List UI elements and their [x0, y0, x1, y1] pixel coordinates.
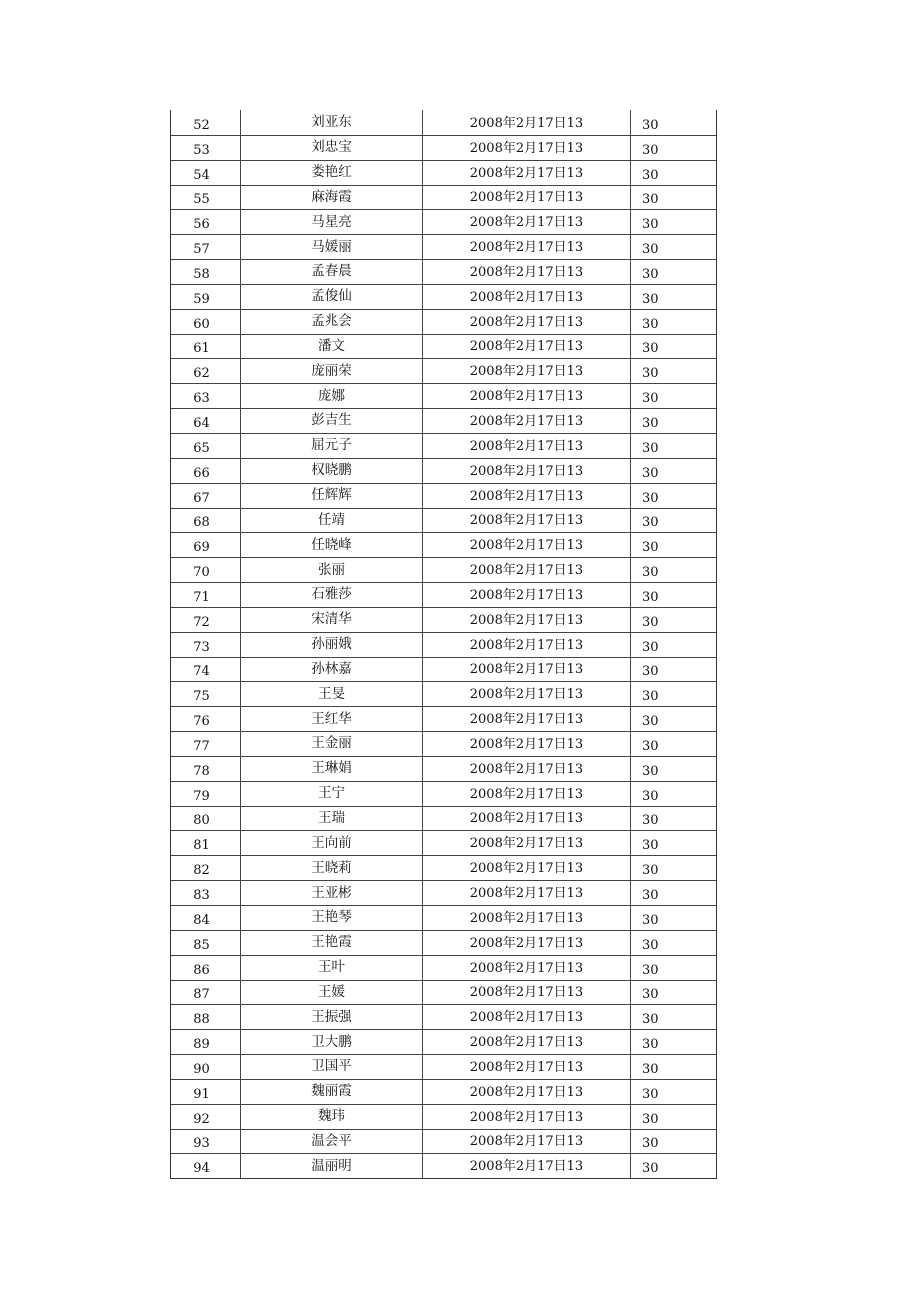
value-cell: 30	[642, 1037, 659, 1053]
table-row	[171, 383, 716, 408]
value-cell: 30	[642, 714, 659, 730]
person-name: 庞丽荣	[241, 359, 423, 383]
person-name: 王宁	[241, 782, 423, 806]
table-row	[171, 185, 716, 210]
person-name: 卫大鹏	[241, 1030, 423, 1054]
date-cell: 2008年2月17日13	[423, 533, 631, 557]
table-row	[171, 880, 716, 905]
date-cell: 2008年2月17日13	[423, 434, 631, 458]
row-number: 79	[171, 782, 241, 806]
table-row	[171, 855, 716, 880]
row-number: 60	[171, 310, 241, 334]
date-cell: 2008年2月17日13	[423, 484, 631, 508]
table-row	[171, 259, 716, 284]
person-name: 孟俊仙	[241, 285, 423, 309]
row-number: 75	[171, 682, 241, 706]
person-name: 王艳琴	[241, 906, 423, 930]
person-name: 卫国平	[241, 1055, 423, 1079]
row-number: 52	[171, 110, 241, 135]
value-cell: 30	[642, 515, 659, 531]
table-row	[171, 483, 716, 508]
person-name: 任晓峰	[241, 533, 423, 557]
value-cell: 30	[642, 465, 659, 481]
value-cell: 30	[642, 167, 659, 183]
table-row	[171, 1129, 716, 1154]
date-cell: 2008年2月17日13	[423, 658, 631, 682]
date-cell: 2008年2月17日13	[423, 110, 631, 135]
date-cell: 2008年2月17日13	[423, 1080, 631, 1104]
table-row	[171, 557, 716, 582]
date-cell: 2008年2月17日13	[423, 260, 631, 284]
date-cell: 2008年2月17日13	[423, 1055, 631, 1079]
date-cell: 2008年2月17日13	[423, 459, 631, 483]
person-name: 娄艳红	[241, 161, 423, 185]
date-cell: 2008年2月17日13	[423, 707, 631, 731]
value-cell: 30	[642, 217, 659, 233]
row-number: 93	[171, 1130, 241, 1154]
date-cell: 2008年2月17日13	[423, 285, 631, 309]
row-number: 82	[171, 856, 241, 880]
table-row	[171, 309, 716, 334]
value-cell: 30	[642, 1012, 659, 1028]
person-name: 张丽	[241, 558, 423, 582]
person-name: 王红华	[241, 707, 423, 731]
row-number: 85	[171, 931, 241, 955]
row-number: 61	[171, 335, 241, 359]
person-name: 刘忠宝	[241, 136, 423, 160]
row-number: 86	[171, 956, 241, 980]
person-name: 任靖	[241, 509, 423, 533]
person-name: 王向前	[241, 831, 423, 855]
person-name: 王瑞	[241, 807, 423, 831]
value-cell: 30	[642, 838, 659, 854]
date-cell: 2008年2月17日13	[423, 1154, 631, 1178]
row-number: 76	[171, 707, 241, 731]
person-name: 宋清华	[241, 608, 423, 632]
value-cell: 30	[642, 738, 659, 754]
value-cell: 30	[642, 912, 659, 928]
value-cell: 30	[642, 664, 659, 680]
table-row	[171, 433, 716, 458]
table-row	[171, 706, 716, 731]
person-name: 王金丽	[241, 732, 423, 756]
date-cell: 2008年2月17日13	[423, 807, 631, 831]
row-number: 65	[171, 434, 241, 458]
table-row	[171, 632, 716, 657]
row-number: 58	[171, 260, 241, 284]
date-cell: 2008年2月17日13	[423, 981, 631, 1005]
row-number: 74	[171, 658, 241, 682]
value-cell: 30	[642, 440, 659, 456]
table-row	[171, 160, 716, 185]
row-number: 57	[171, 235, 241, 259]
value-cell: 30	[642, 937, 659, 953]
person-name: 孟兆会	[241, 310, 423, 334]
person-name: 魏玮	[241, 1105, 423, 1129]
person-name: 马媛丽	[241, 235, 423, 259]
value-cell: 30	[642, 540, 659, 556]
date-cell: 2008年2月17日13	[423, 856, 631, 880]
value-cell: 30	[642, 987, 659, 1003]
value-cell: 30	[642, 242, 659, 258]
row-number: 84	[171, 906, 241, 930]
table-row	[171, 582, 716, 607]
table-row	[171, 334, 716, 359]
value-cell: 30	[642, 639, 659, 655]
date-cell: 2008年2月17日13	[423, 509, 631, 533]
table-row	[171, 830, 716, 855]
row-number: 81	[171, 831, 241, 855]
value-cell: 30	[642, 763, 659, 779]
value-cell: 30	[642, 565, 659, 581]
person-name: 王晓莉	[241, 856, 423, 880]
person-name: 孟春晨	[241, 260, 423, 284]
date-cell: 2008年2月17日13	[423, 235, 631, 259]
table-row	[171, 209, 716, 234]
value-cell: 30	[642, 192, 659, 208]
person-name: 孙丽娥	[241, 633, 423, 657]
table-row	[171, 905, 716, 930]
row-number: 89	[171, 1030, 241, 1054]
date-cell: 2008年2月17日13	[423, 732, 631, 756]
person-name: 王艳霞	[241, 931, 423, 955]
date-cell: 2008年2月17日13	[423, 633, 631, 657]
person-name: 石雅莎	[241, 583, 423, 607]
value-cell: 30	[642, 391, 659, 407]
date-cell: 2008年2月17日13	[423, 335, 631, 359]
value-cell: 30	[642, 813, 659, 829]
person-name: 刘亚东	[241, 110, 423, 135]
value-cell: 30	[642, 316, 659, 332]
date-cell: 2008年2月17日13	[423, 956, 631, 980]
value-cell: 30	[642, 1086, 659, 1102]
value-cell: 30	[642, 788, 659, 804]
table-row	[171, 955, 716, 980]
person-name: 孙林嘉	[241, 658, 423, 682]
table-row	[171, 1004, 716, 1029]
person-name: 王振强	[241, 1005, 423, 1029]
row-number: 54	[171, 161, 241, 185]
date-cell: 2008年2月17日13	[423, 906, 631, 930]
row-number: 88	[171, 1005, 241, 1029]
value-cell: 30	[642, 888, 659, 903]
table-row	[171, 358, 716, 383]
date-cell: 2008年2月17日13	[423, 186, 631, 210]
date-cell: 2008年2月17日13	[423, 1030, 631, 1054]
table-row	[171, 508, 716, 533]
table-row	[171, 532, 716, 557]
value-cell: 30	[642, 962, 659, 978]
value-cell: 30	[642, 614, 659, 630]
row-number: 94	[171, 1154, 241, 1178]
row-number: 91	[171, 1080, 241, 1104]
table-row	[171, 284, 716, 309]
value-cell: 30	[642, 1061, 659, 1077]
table-row	[171, 1153, 716, 1178]
person-name: 王亚彬	[241, 881, 423, 905]
row-number: 71	[171, 583, 241, 607]
row-number: 53	[171, 136, 241, 160]
row-number: 87	[171, 981, 241, 1005]
person-name: 马星亮	[241, 210, 423, 234]
person-name: 屈元子	[241, 434, 423, 458]
person-name: 权晓鹏	[241, 459, 423, 483]
person-name: 王琳娟	[241, 757, 423, 781]
date-cell: 2008年2月17日13	[423, 1105, 631, 1129]
date-cell: 2008年2月17日13	[423, 558, 631, 582]
value-cell: 30	[642, 1111, 659, 1127]
date-cell: 2008年2月17日13	[423, 384, 631, 408]
row-number: 59	[171, 285, 241, 309]
person-name: 魏丽霞	[241, 1080, 423, 1104]
person-name: 庞娜	[241, 384, 423, 408]
date-cell: 2008年2月17日13	[423, 881, 631, 905]
date-cell: 2008年2月17日13	[423, 161, 631, 185]
row-number: 68	[171, 509, 241, 533]
value-cell: 30	[642, 366, 659, 382]
date-cell: 2008年2月17日13	[423, 409, 631, 433]
row-number: 90	[171, 1055, 241, 1079]
row-number: 55	[171, 186, 241, 210]
row-number: 70	[171, 558, 241, 582]
value-cell: 30	[642, 589, 659, 605]
value-cell: 30	[642, 117, 659, 133]
value-cell: 30	[642, 291, 659, 307]
date-cell: 2008年2月17日13	[423, 210, 631, 234]
row-number: 77	[171, 732, 241, 756]
person-name: 王叶	[241, 956, 423, 980]
date-cell: 2008年2月17日13	[423, 608, 631, 632]
person-name: 王媛	[241, 981, 423, 1005]
row-number: 80	[171, 807, 241, 831]
table-row	[171, 1079, 716, 1104]
row-number: 78	[171, 757, 241, 781]
value-cell: 30	[642, 490, 659, 506]
date-cell: 2008年2月17日13	[423, 931, 631, 955]
value-cell: 30	[642, 1161, 659, 1177]
row-number: 62	[171, 359, 241, 383]
person-name: 温会平	[241, 1130, 423, 1154]
row-number: 67	[171, 484, 241, 508]
row-number: 64	[171, 409, 241, 433]
value-cell: 30	[642, 266, 659, 282]
table-row	[171, 781, 716, 806]
table-row	[171, 458, 716, 483]
table-row	[171, 1104, 716, 1129]
row-number: 56	[171, 210, 241, 234]
person-name: 潘文	[241, 335, 423, 359]
table-row	[171, 135, 716, 160]
date-cell: 2008年2月17日13	[423, 682, 631, 706]
value-cell: 30	[642, 689, 659, 705]
table-row	[171, 110, 716, 135]
row-number: 72	[171, 608, 241, 632]
person-name: 温丽明	[241, 1154, 423, 1178]
date-cell: 2008年2月17日13	[423, 1130, 631, 1154]
row-number: 66	[171, 459, 241, 483]
date-cell: 2008年2月17日13	[423, 782, 631, 806]
row-number: 63	[171, 384, 241, 408]
row-number: 92	[171, 1105, 241, 1129]
table-row	[171, 408, 716, 433]
row-number: 73	[171, 633, 241, 657]
row-number: 69	[171, 533, 241, 557]
date-cell: 2008年2月17日13	[423, 359, 631, 383]
table-row	[171, 1054, 716, 1079]
value-cell: 30	[642, 1136, 659, 1152]
value-cell: 30	[642, 341, 659, 357]
table-row	[171, 1029, 716, 1054]
person-name: 彭吉生	[241, 409, 423, 433]
value-cell: 30	[642, 415, 659, 431]
table-row	[171, 657, 716, 682]
date-cell: 2008年2月17日13	[423, 310, 631, 334]
data-table	[170, 110, 717, 1179]
value-cell: 30	[642, 142, 659, 158]
date-cell: 2008年2月17日13	[423, 757, 631, 781]
person-name: 麻海霞	[241, 186, 423, 210]
table-row	[171, 607, 716, 632]
table-row	[171, 756, 716, 781]
date-cell: 2008年2月17日13	[423, 1005, 631, 1029]
value-cell: 30	[642, 863, 659, 879]
date-cell: 2008年2月17日13	[423, 583, 631, 607]
date-cell: 2008年2月17日13	[423, 831, 631, 855]
person-name: 王旻	[241, 682, 423, 706]
table-row	[171, 234, 716, 259]
table-row	[171, 930, 716, 955]
date-cell: 2008年2月17日13	[423, 136, 631, 160]
table-row	[171, 681, 716, 706]
table-row	[171, 806, 716, 831]
row-number: 83	[171, 881, 241, 905]
table-row	[171, 731, 716, 756]
person-name: 任辉辉	[241, 484, 423, 508]
table-row	[171, 980, 716, 1005]
